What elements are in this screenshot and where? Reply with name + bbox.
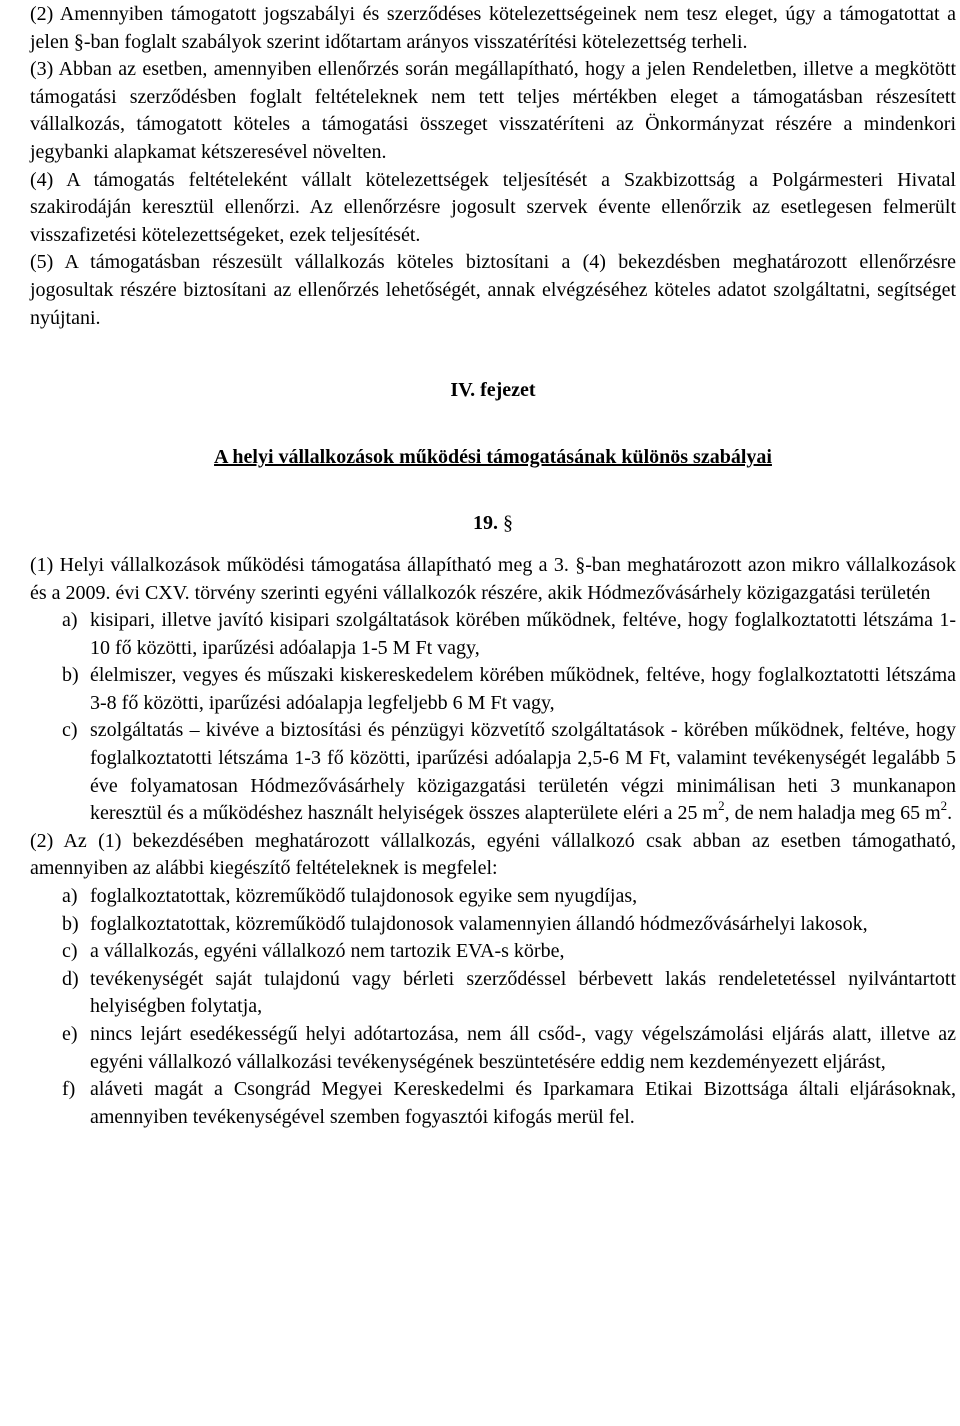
list-item-text: foglalkoztatottak, közreműködő tulajdonosok valamennyien állandó hódmezővásárhelyi lakosok, bbox=[90, 912, 868, 935]
list-item-text: nincs lejárt esedékességű helyi adótartozása, nem áll csőd-, vagy végelszámolási eljárás alatt, illetve az egyéni vállalkozó vállalkozási tevékenységének beszüntetésére eddig nem kezdeményezett eljárást, bbox=[90, 1023, 956, 1073]
list-item bbox=[30, 662, 956, 717]
chapter-heading: IV. fejezet bbox=[450, 379, 536, 402]
list-item bbox=[30, 717, 956, 827]
section-1-intro: (1) Helyi vállalkozások működési támogatása állapítható meg a 3. §-ban meghatározott azon mikro vállalkozások és a 2009. évi CXV. törvény szerinti egyéni vállalkozók részére, akik Hódmezővásárhely közigazgatási területén bbox=[30, 553, 956, 604]
chapter-title: A helyi vállalkozások működési támogatásának különös szabályai bbox=[214, 445, 772, 468]
list-marker: f) bbox=[62, 1078, 76, 1101]
list-marker: a) bbox=[62, 609, 78, 632]
list-item bbox=[30, 966, 956, 1021]
list-marker: c) bbox=[62, 719, 78, 742]
superscript: 2 bbox=[940, 798, 948, 814]
list-marker: e) bbox=[62, 1023, 78, 1045]
list-item bbox=[30, 911, 956, 939]
list-item-text: a vállalkozás, egyéni vállalkozó nem tartozik EVA-s körbe, bbox=[90, 940, 565, 963]
list-item bbox=[30, 938, 956, 966]
section-1-list bbox=[30, 607, 956, 828]
list-item-text: kisipari, illetve javító kisipari szolgáltatások körében működnek, feltéve, hogy foglalkoztatotti létszáma 1-10 fő közötti, iparűzési adóalapja 1-5 M Ft vagy, bbox=[90, 609, 956, 659]
list-item bbox=[30, 883, 956, 911]
paragraph-4: (4) A támogatás feltételeként vállalt kötelezettségek teljesítését a Szakbizottság a Polgármesteri Hivatal szakirodáján keresztül ellenőrzi. Az ellenőrzésre jogosult szervek évente ellenőrzik az esetlegesen felmerült visszafizetési kötelezettségeket, ezek teljesítését. bbox=[30, 168, 956, 246]
list-marker: b) bbox=[62, 664, 79, 687]
list-item-text: , de nem haladja meg 65 m bbox=[724, 802, 941, 825]
list-item bbox=[30, 607, 956, 662]
section-symbol: § bbox=[503, 512, 513, 535]
section-number bbox=[30, 510, 956, 538]
paragraph-5: (5) A támogatásban részesült vállalkozás köteles biztosítani a (4) bekezdésben meghatározott ellenőrzésre jogosultak részére biztosítani az ellenőrzés lehetőségét, annak elvégzéséhez köteles adatot szolgáltatni, segítséget nyújtani. bbox=[30, 251, 956, 329]
superscript: 2 bbox=[718, 798, 725, 814]
paragraph-2: (2) Amennyiben támogatott jogszabályi és szerződéses kötelezettségeinek nem tesz eleget, úgy a támogatottat a jelen §-ban foglalt szabályok szerint időtartam arányos visszatérítési kötelezettség terheli. bbox=[30, 3, 956, 53]
section-number-value: 19. bbox=[473, 512, 498, 535]
list-marker: c) bbox=[62, 940, 78, 963]
list-item-text: élelmiszer, vegyes és műszaki kiskereskedelem körében működnek, feltéve, hogy foglalkoztatotti létszáma 3-8 fő közötti, iparűzési adóalapja legfeljebb 6 M Ft vagy, bbox=[90, 664, 956, 714]
list-marker: b) bbox=[62, 912, 79, 935]
list-item bbox=[30, 1076, 956, 1131]
list-marker: a) bbox=[62, 885, 78, 908]
paragraph-3: (3) Abban az esetben, amennyiben ellenőrzés során megállapítható, hogy a jelen Rendeletben, illetve a megkötött támogatási szerződésben foglalt feltételeknek nem tett teljes mértékben eleget a támogatásban részesített vállalkozás, támogatott köteles a támogatási összeget visszatéríteni az Önkormányzat részére a mindenkori jegybanki alapkamat kétszeresével növelten. bbox=[30, 58, 956, 163]
section-2-intro: (2) Az (1) bekezdésében meghatározott vállalkozás, egyéni vállalkozó csak abban az esetben támogatható, amennyiben az alábbi kiegészítő feltételeknek is megfelel: bbox=[30, 829, 956, 880]
list-item-text: tevékenységét saját tulajdonú vagy bérleti szerződéssel bérbevett lakás rendeletetéssel nyilvántartott helyiségben folytatja, bbox=[90, 967, 956, 1018]
document-page bbox=[30, 1, 956, 1131]
list-item-text: . bbox=[947, 802, 953, 825]
section-2-list bbox=[30, 883, 956, 1131]
list-item bbox=[30, 1021, 956, 1076]
list-item-text: foglalkoztatottak, közreműködő tulajdonosok egyike sem nyugdíjas, bbox=[90, 885, 638, 908]
list-marker: d) bbox=[62, 967, 79, 990]
list-item-text: szolgáltatás – kivéve a biztosítási és pénzügyi közvetítő szolgáltatások - körében működnek, feltéve, hogy foglalkoztatotti létszáma 1-3 fő közötti, iparűzési adóalapja 2,5-6 M Ft, valamint tevékenységét legalább 5 éve folyamatosan Hódmezővásárhely közigazgatási területén végzi minimálisan heti 3 munkanapon keresztül és a működéshez használt helyiségek összes alapterülete eléri a 25 m bbox=[90, 719, 956, 825]
list-item-text: aláveti magát a Csongrád Megyei Kereskedelmi és Iparkamara Etikai Bizottsága általi eljárásoknak, amennyiben tevékenységével szemben fogyasztói kifogás merül fel. bbox=[90, 1078, 956, 1128]
